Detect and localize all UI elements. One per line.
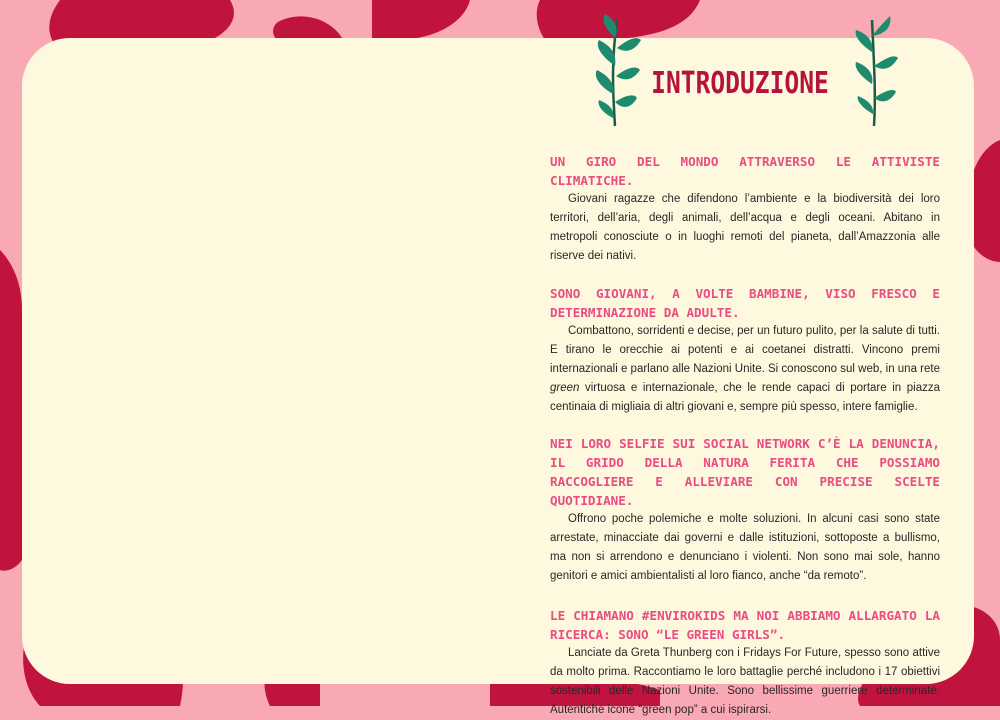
- paragraph-italic-text: green: [550, 382, 580, 394]
- section-4: [550, 606, 940, 720]
- intro-text: [550, 152, 940, 720]
- blob-left-edge: [0, 250, 22, 571]
- section-heading: UN GIRO DEL MONDO ATTRAVERSO LE ATTIVISTE CLIMATICHE.: [550, 154, 940, 188]
- section-paragraph: Giovani ragazze che difendono l’ambiente e la biodiversità dei loro territori, dell’aria, degli animali, dell’acqua e degli oceani. Abitano in metropoli conosciute o in luoghi remoti del pianeta, dall’Amazzonia alle riserve dei nativi.: [550, 193, 940, 262]
- section-paragraph: Lanciate da Greta Thunberg con i Fridays For Future, spesso sono attive da molto prima. Raccontiamo le loro battaglie perché includono i 17 obiettivi sostenibili delle Nazioni Unite. Sono bellissime guerriere determinate. Autentiche icone “green pop” a cui ispirarsi.: [550, 647, 940, 716]
- page-title: INTRODUZIONE: [651, 66, 829, 101]
- section-3: [550, 434, 940, 586]
- section-heading: LE CHIAMANO #ENVIROKIDS MA NOI ABBIAMO ALLARGATO LA RICERCA: SONO “LE GREEN GIRLS”.: [550, 608, 940, 642]
- paragraph-text: Combattono, sorridenti e decise, per un futuro pulito, per la salute di tutti. E tirano le orecchie ai potenti e ai coetanei distratti. Vincono premi internazionali e parlano alle Nazioni Unite. Si conoscono sul web, in una rete: [550, 325, 940, 375]
- section-paragraph: Offrono poche polemiche e molte soluzioni. In alcuni casi sono state arrestate, minacciate dai governi e dalle istituzioni, sottoposte a bullismo, ma non si arrendono e denunciano i violenti. Non sono mai sole, hanno genitori e amici ambientalisti al loro fianco, anche “da remoto”.: [550, 513, 940, 582]
- leaf-right-icon: [850, 14, 900, 130]
- paragraph-text: virtuosa e internazionale, che le rende capaci di portare in piazza centinaia di migliaia di altri giovani e, sempre più spesso, intere famiglie.: [550, 382, 940, 413]
- section-2: [550, 284, 940, 417]
- section-1: [550, 152, 940, 266]
- section-heading: NEI LORO SELFIE SUI SOCIAL NETWORK C’È LA DENUNCIA, IL GRIDO DELLA NATURA FERITA CHE POSSIAMO RACCOGLIERE E ALLEVIARE CON PRECISE SCELTE QUOTIDIANE.: [550, 436, 940, 508]
- section-paragraph: [550, 322, 940, 417]
- blob-top-mid: [372, 0, 470, 40]
- section-heading: SONO GIOVANI, A VOLTE BAMBINE, VISO FRESCO E DETERMINAZIONE DA ADULTE.: [550, 286, 940, 320]
